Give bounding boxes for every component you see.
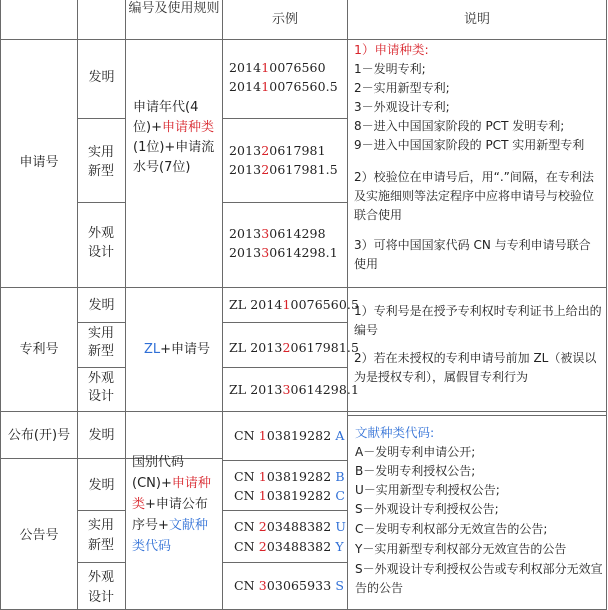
announcement-example-s: CN 303065933 S [234, 578, 345, 593]
publication-rule: 国别代码(CN)+申请种类+申请公布序号+文献种类代码 [132, 455, 211, 554]
doc-code-item: S－外观设计专利授权公告; [355, 502, 499, 516]
patent-note-2: 2）若在未授权的专利申请号前加 ZL（被误以为是授权专利），属假冒专利行为 [354, 351, 597, 384]
row-label-announcement: 公告号 [19, 528, 59, 543]
publication-example: CN 103819282 A [234, 428, 345, 443]
doc-code-item: C－发明专利权部分无效宣告的公告; [355, 522, 548, 536]
type-design: 外观设计 [87, 226, 114, 260]
application-type-item: 8－进入中国国家阶段的 PCT 发明专利; [354, 119, 565, 133]
patent-example-2: ZL 201320617981.5 [229, 340, 360, 355]
type-utility: 实用新型 [87, 326, 114, 359]
announcement-example-b: CN 103819282 B [234, 469, 345, 484]
application-note-checkdigit: 2）校验位在申请号后，用“.”间隔，在专利法及实施细则等法定程序中应将申请号与校验位联合使用 [354, 170, 595, 222]
application-type-item: 3－外观设计专利; [354, 100, 450, 114]
application-example-1b: 201410076560.5 [229, 79, 338, 94]
type-invention: 发明 [88, 298, 115, 313]
header-example: 示例 [271, 12, 298, 27]
announcement-example-y: CN 203488382 Y [234, 539, 344, 554]
type-design: 外观设计 [87, 570, 114, 605]
doc-code-item: B－发明专利授权公告; [355, 464, 476, 478]
type-utility: 实用新型 [87, 145, 114, 179]
application-example-1a: 201410076560 [229, 60, 326, 75]
header-rule: 编号及使用规则 [128, 1, 220, 16]
announcement-example-c: CN 103819282 C [234, 488, 346, 503]
row-label-patent: 专利号 [19, 342, 59, 357]
row-label-publication: 公布(开)号 [7, 428, 71, 443]
doc-code-item: U－实用新型专利授权公告; [355, 483, 500, 497]
application-explain-heading: 1）申请种类: [354, 42, 429, 57]
row-label-application: 申请号 [19, 155, 59, 170]
doc-code-item: S－外观设计专利授权公告或专利权部分无效宣告的公告 [355, 562, 603, 595]
application-example-3a: 201330614298 [229, 226, 326, 241]
doc-code-item: Y－实用新型专利权部分无效宣告的公告 [355, 542, 567, 556]
application-type-item: 9－进入中国国家阶段的 PCT 实用新型专利 [354, 138, 585, 152]
application-type-item: 2－实用新型专利; [354, 81, 450, 95]
type-invention: 发明 [88, 428, 115, 443]
type-invention: 发明 [88, 478, 115, 493]
application-example-3b: 201330614298.1 [229, 245, 338, 260]
application-note-cn: 3）可将中国国家代码 CN 与专利申请号联合使用 [354, 238, 591, 271]
patent-rule: ZL+申请号 [144, 342, 211, 357]
patent-example-1: ZL 201410076560.5 [229, 297, 360, 312]
application-type-item: 1－发明专利; [354, 62, 426, 76]
type-design: 外观设计 [87, 371, 114, 404]
header-explanation: 说明 [463, 12, 490, 27]
doc-code-item: A－发明专利申请公开; [355, 445, 476, 459]
patent-example-3: ZL 201330614298.1 [229, 382, 360, 397]
application-example-2a: 201320617981 [229, 143, 326, 158]
type-invention: 发明 [88, 70, 115, 85]
announcement-example-u: CN 203488382 U [234, 519, 346, 534]
doc-codes-heading: 文献种类代码: [355, 425, 435, 440]
patent-note-1: 1）专利号是在授予专利权时专利证书上给出的编号 [354, 304, 602, 337]
application-rule: 申请年代(4位)+申请种类(1位)+申请流水号(7位) [133, 100, 215, 175]
type-utility: 实用新型 [87, 518, 114, 553]
application-example-2b: 201320617981.5 [229, 162, 338, 177]
